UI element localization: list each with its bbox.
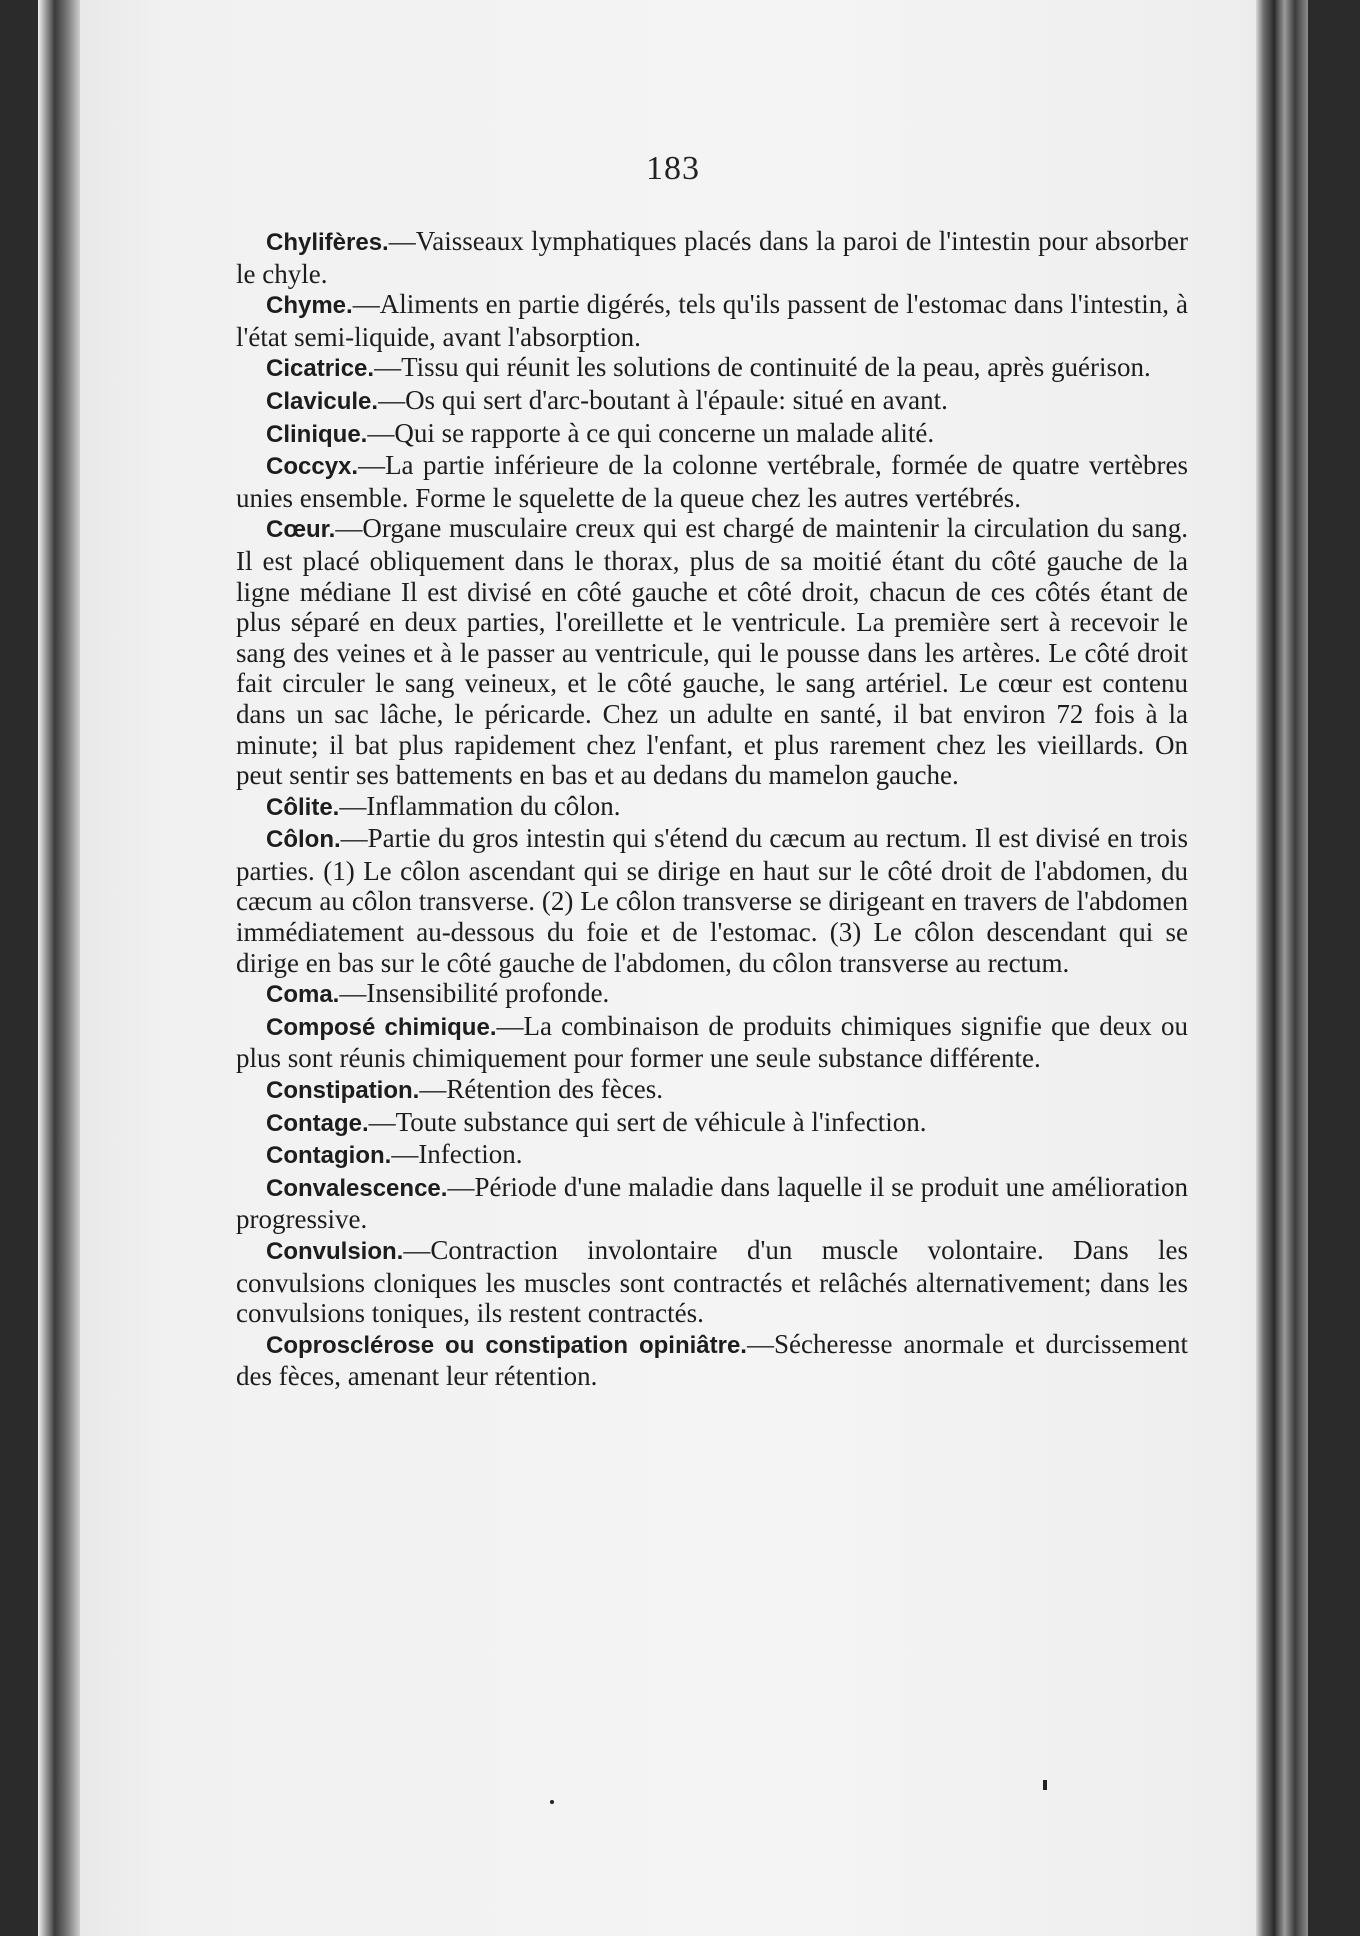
entry-term: Coma. [266,981,340,1009]
entry-definition: —Contraction involontaire d'un muscle volontaire. Dans les convulsions cloniques les muscles sont contractés et relâchés alternativement; dans les convulsions toniques, ils restent contractés. [236,1235,1188,1329]
page-number: 183 [646,150,700,187]
entry-term: Convulsion. [266,1238,404,1265]
entry-term: Composé chimique. [266,1013,497,1041]
entry-definition: —La combinaison de produits chimiques signifie que deux ou plus sont réunis chimiquement pour former une seule substance différente. [236,1010,1188,1074]
page-left-edge [38,0,80,1936]
glossary-entry [236,823,1188,978]
glossary-entry [236,450,1188,513]
entry-term: Contage. [266,1109,369,1137]
glossary-entry [236,1329,1188,1392]
entry-term: Cœur. [266,516,336,544]
entry-definition: —Partie du gros intestin qui s'étend du cæcum au rectum. Il est divisé en trois parties. (1) Le côlon ascendant qui se dirige en haut sur le côté droit de l'abdomen, du cæcum au côlon transverse. (2) Le côlon transverse se dirigeant en travers de l'abdomen immédiatement au-dessous du foie et de l'estomac. (3) Le côlon descendant qui se dirige en bas sur le côté gauche de l'abdomen, du côlon transverse au rectum. [236,823,1188,978]
entry-definition: —Aliments en partie digérés, tels qu'ils passent de l'estomac dans l'intestin, à l'état semi-liquide, avant l'absorption. [236,289,1188,352]
entry-definition: —Toute substance qui sert de véhicule à l'infection. [368,1106,927,1137]
entry-definition: —Organe musculaire creux qui est chargé de maintenir la circulation du sang. Il est placé obliquement dans le thorax, plus de sa moitié étant du côté gauche de la ligne médiane Il est divisé en côté gauche et côté droit, chacun de ces côtés étant de plus séparé en deux parties, l'oreillette et le ventricule. La première sert à recevoir le sang des veines et à le passer au ventricule, qui le pousse dans les artères. Le côté droit fait circuler le sang veineux, et le côté gauche, le sang artériel. Le cœur est contenu dans un sac lâche, le péricarde. Chez un adulte en santé, il bat environ 72 fois à la minute; il bat plus rapidement chez l'enfant, et plus rarement chez les vieillards. On peut sentir ses battements en bas et au dedans du mamelon gauche. [236,513,1188,791]
glossary-entry [236,1235,1188,1329]
entry-term: Clinique. [266,420,368,448]
entry-definition: —Période d'une maladie dans laquelle il se produit une amélioration progressive. [236,1171,1188,1235]
entry-term: Constipation. [266,1077,420,1105]
entry-term: Côlite. [266,793,340,821]
glossary-entry [236,978,1188,1011]
glossary-entry [236,289,1188,352]
glossary-entry [236,1107,1188,1140]
glossary-entry [236,791,1188,824]
entry-term: Côlon. [266,826,341,854]
glossary-entry [236,385,1188,418]
entry-definition: —Rétention des fèces. [419,1074,664,1105]
entry-term: Convalescence. [266,1174,448,1202]
entry-definition: —La partie inférieure de la colonne vertébrale, formée de quatre vertèbres unies ensemble. Forme le squelette de la queue chez les autres vertébrés. [236,450,1188,513]
page-right-edge [1256,0,1308,1936]
entry-definition: —Infection. [391,1139,523,1170]
ink-speck [1043,1780,1047,1790]
glossary-entry [236,1011,1188,1074]
entry-definition: —Vaisseaux lymphatiques placés dans la paroi de l'intestin pour absorber le chyle. [236,226,1188,289]
glossary-entry [236,226,1188,289]
entry-definition: —Os qui sert d'arc-boutant à l'épaule: situé en avant. [378,384,948,415]
entry-definition: —Sécheresse anormale et durcissement des fèces, amenant leur rétention. [236,1328,1188,1392]
entry-term: Coprosclérose ou constipation opiniâtre. [266,1331,747,1359]
glossary-entry [236,1172,1188,1235]
glossary-entry [236,513,1188,790]
entry-term: Chyme. [266,292,353,320]
book-page [38,0,1308,1936]
entry-term: Chylifères. [266,229,389,256]
ink-speck [550,1800,554,1804]
entry-term: Clavicule. [266,387,379,415]
glossary-text [236,226,1188,1392]
entry-term: Cicatrice. [266,355,375,383]
glossary-entry [236,352,1188,385]
entry-term: Coccyx. [266,453,359,481]
entry-definition: —Qui se rapporte à ce qui concerne un malade alité. [367,417,935,448]
glossary-entry [236,1074,1188,1107]
entry-definition: —Tissu qui réunit les solutions de continuité de la peau, après guérison. [374,352,1151,383]
glossary-entry [236,1139,1188,1172]
entry-definition: —Insensibilité profonde. [339,978,610,1009]
glossary-entry [236,418,1188,451]
entry-term: Contagion. [266,1142,392,1170]
entry-definition: —Inflammation du côlon. [339,790,621,821]
